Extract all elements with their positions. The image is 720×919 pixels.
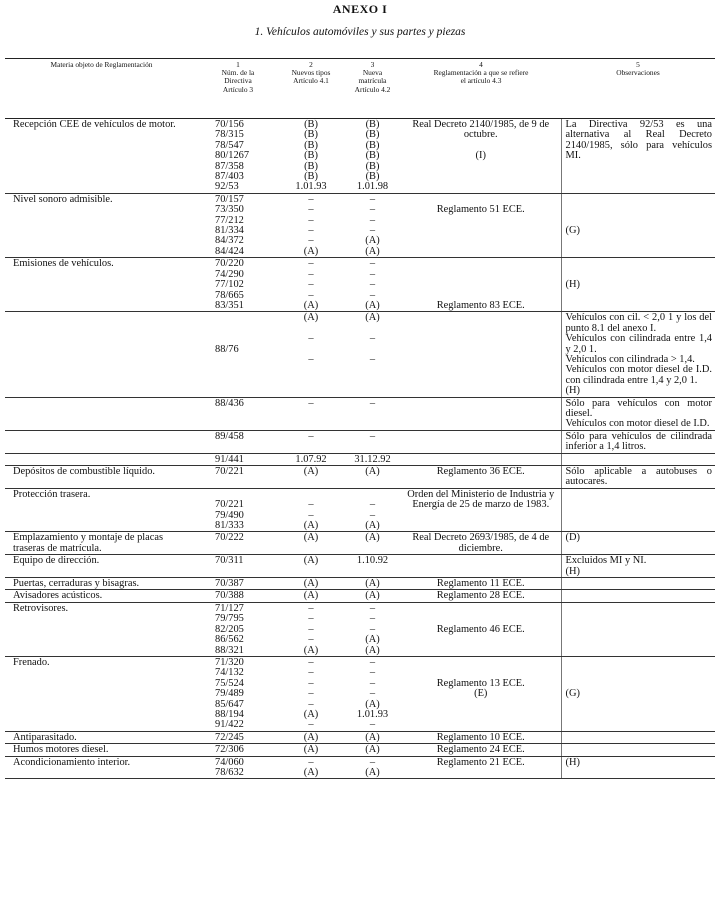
table-row [5,466,715,489]
nueva-matricula-cell: 31.12.92 [344,453,401,465]
materia-cell: Emplazamiento y montaje de placas traseras de matrícula. [5,532,198,555]
directiva-cell: 70/387 [198,578,278,590]
directiva-cell: 70/222 [198,532,278,555]
table-row [5,744,715,756]
observaciones-cell: Excluidos MI y NI. (H) [561,555,715,578]
page-title: ANEXO I [332,2,388,16]
materia-cell: Acondicionamiento interior. [5,756,198,779]
nuevos-tipos-cell: (B) (B) (B) (B) (B) (B) 1.01.93 [278,119,344,194]
nuevos-tipos-cell: – – (A) [278,488,344,532]
observaciones-cell [561,731,715,743]
observaciones-cell [561,453,715,465]
table-row [5,590,715,602]
reglamentacion-cell [401,430,561,453]
directiva-cell: 72/306 [198,744,278,756]
nueva-matricula-cell: – [344,397,401,430]
table-row [5,488,715,532]
nueva-matricula-cell: (A) [344,744,401,756]
observaciones-cell: (H) [561,258,715,312]
reglamentacion-cell [401,453,561,465]
materia-cell [5,453,198,465]
nueva-matricula-cell: (A) [344,578,401,590]
nueva-matricula-cell: (A) [344,731,401,743]
table-row [5,193,715,257]
regulation-table [5,58,715,779]
reglamentacion-cell: Reglamento 10 ECE. [401,731,561,743]
nuevos-tipos-cell: – – – – (A) [278,602,344,656]
nueva-matricula-cell: (B) (B) (B) (B) (B) (B) 1.01.98 [344,119,401,194]
nuevos-tipos-cell: (A) [278,731,344,743]
observaciones-cell: (G) [561,193,715,257]
reglamentacion-cell [401,397,561,430]
materia-cell: Nivel sonoro admisible. [5,193,198,257]
observaciones-cell [561,488,715,532]
observaciones-cell: Sólo para vehículos de cilindrada inferior a 1,4 litros. [561,430,715,453]
observaciones-cell: (H) [561,756,715,779]
materia-cell [5,397,198,430]
nueva-matricula-cell: – – – (A) (A) [344,602,401,656]
table-row [5,258,715,312]
reglamentacion-cell [401,555,561,578]
directiva-cell: 88/76 [198,312,278,397]
header-nueva-matricula: 3 Nueva matrícula Artículo 4.2 [344,59,401,119]
directiva-cell: 88/436 [198,397,278,430]
directiva-cell: 71/320 74/132 75/524 79/489 85/647 88/194 91/422 [198,656,278,731]
observaciones-cell: (G) [561,656,715,731]
directiva-cell: 70/388 [198,590,278,602]
observaciones-cell [561,602,715,656]
nuevos-tipos-cell: – [278,397,344,430]
materia-cell: Retrovisores. [5,602,198,656]
directiva-cell: 70/156 78/315 78/547 80/1267 87/358 87/403 92/53 [198,119,278,194]
nuevos-tipos-cell: – – – – – (A) – [278,656,344,731]
nueva-matricula-cell: 1.10.92 [344,555,401,578]
reglamentacion-cell: Reglamento 36 ECE. [401,466,561,489]
header-observaciones: 5 Observaciones [561,59,715,119]
directiva-cell: 91/441 [198,453,278,465]
table-header-row [5,59,715,119]
nueva-matricula-cell: – – – – (A) (A) [344,193,401,257]
nuevos-tipos-cell: (A) [278,532,344,555]
materia-cell: Protección trasera. [5,488,198,532]
nuevos-tipos-cell: – [278,430,344,453]
table-row [5,397,715,430]
materia-cell: Avisadores acústicos. [5,590,198,602]
directiva-cell: 70/221 [198,466,278,489]
reglamentacion-cell: Orden del Ministerio de Industria y Energía de 25 de marzo de 1983. [401,488,561,532]
header-nuevos-tipos: 2 Nuevos tipos Artículo 4.1 [278,59,344,119]
reglamentacion-cell: Reglamento 11 ECE. [401,578,561,590]
nuevos-tipos-cell: (A) [278,555,344,578]
materia-cell [5,312,198,397]
observaciones-cell: Sólo aplicable a autobuses o autocares. [561,466,715,489]
materia-cell: Depósitos de combustible líquido. [5,466,198,489]
nueva-matricula-cell: – – – – (A) [344,258,401,312]
materia-cell: Emisiones de vehículos. [5,258,198,312]
observaciones-cell: La Directiva 92/53 es una alternativa al Real Decreto 2140/1985, sólo para vehículos MI. [561,119,715,194]
nuevos-tipos-cell: (A) [278,466,344,489]
table-row [5,312,715,397]
nuevos-tipos-cell: (A) [278,590,344,602]
reglamentacion-cell: Reglamento 46 ECE. [401,602,561,656]
table-row [5,756,715,779]
table-row [5,656,715,731]
header-reglamentacion: 4 Reglamentación a que se refiere el artículo 4.3 [401,59,561,119]
materia-cell: Equipo de dirección. [5,555,198,578]
reglamentacion-cell: Real Decreto 2140/1985, de 9 de octubre. (I) [401,119,561,194]
materia-cell: Antiparasitado. [5,731,198,743]
nueva-matricula-cell: – [344,430,401,453]
nuevos-tipos-cell: 1.07.92 [278,453,344,465]
materia-cell: Recepción CEE de vehículos de motor. [5,119,198,194]
observaciones-cell [561,744,715,756]
reglamentacion-cell [401,312,561,397]
nueva-matricula-cell: (A) – – [344,312,401,397]
table-row [5,578,715,590]
directiva-cell: 72/245 [198,731,278,743]
nueva-matricula-cell: (A) [344,590,401,602]
materia-cell: Humos motores diesel. [5,744,198,756]
directiva-cell: 89/458 [198,430,278,453]
observaciones-cell [561,590,715,602]
table-row [5,453,715,465]
nuevos-tipos-cell: – (A) [278,756,344,779]
header-directiva: 1 Núm. de la Directiva Artículo 3 [198,59,278,119]
materia-cell: Frenado. [5,656,198,731]
nueva-matricula-cell: (A) [344,532,401,555]
table-row [5,532,715,555]
nuevos-tipos-cell: – – – – (A) [278,258,344,312]
table-row [5,555,715,578]
table-row [5,731,715,743]
materia-cell [5,430,198,453]
observaciones-cell: Sólo para vehículos con motor diesel. Vehículos con motor diesel de I.D. [561,397,715,430]
section-subtitle: 1. Vehículos automóviles y sus partes y piezas [254,26,466,38]
observaciones-cell [561,578,715,590]
nuevos-tipos-cell: (A) [278,578,344,590]
header-materia: Materia objeto de Reglamentación [5,59,198,119]
nueva-matricula-cell: (A) [344,466,401,489]
observaciones-cell: Vehículos con cil. < 2,0 1 y los del punto 8.1 del anexo I. Vehículos con cilindrada entre 1,4 y 2,0 1. Vehículos con cilindrada > 1,4. Vehículos con motor diesel de I.D. con cilindrada entre 1,4 y 2,0 1. (H) [561,312,715,397]
reglamentacion-cell: Reglamento 28 ECE. [401,590,561,602]
table-row [5,119,715,194]
reglamentacion-cell: Real Decreto 2693/1985, de 4 de diciembre. [401,532,561,555]
observaciones-cell: (D) [561,532,715,555]
nueva-matricula-cell: – – – – (A) 1.01.93 – [344,656,401,731]
directiva-cell: 70/311 [198,555,278,578]
directiva-cell: 70/220 74/290 77/102 78/665 83/351 [198,258,278,312]
nuevos-tipos-cell: (A) – – [278,312,344,397]
nuevos-tipos-cell: – – – – – (A) [278,193,344,257]
directiva-cell: 71/127 79/795 82/205 86/562 88/321 [198,602,278,656]
nuevos-tipos-cell: (A) [278,744,344,756]
reglamentacion-cell: Reglamento 21 ECE. [401,756,561,779]
nueva-matricula-cell: – – (A) [344,488,401,532]
reglamentacion-cell: Reglamento 13 ECE. (E) [401,656,561,731]
table-row [5,602,715,656]
table-row [5,430,715,453]
nueva-matricula-cell: – (A) [344,756,401,779]
directiva-cell: 70/221 79/490 81/333 [198,488,278,532]
reglamentacion-cell: Reglamento 24 ECE. [401,744,561,756]
directiva-cell: 70/157 73/350 77/212 81/334 84/372 84/424 [198,193,278,257]
directiva-cell: 74/060 78/632 [198,756,278,779]
table-body [5,119,715,779]
reglamentacion-cell: Reglamento 51 ECE. [401,193,561,257]
materia-cell: Puertas, cerraduras y bisagras. [5,578,198,590]
reglamentacion-cell: Reglamento 83 ECE. [401,258,561,312]
